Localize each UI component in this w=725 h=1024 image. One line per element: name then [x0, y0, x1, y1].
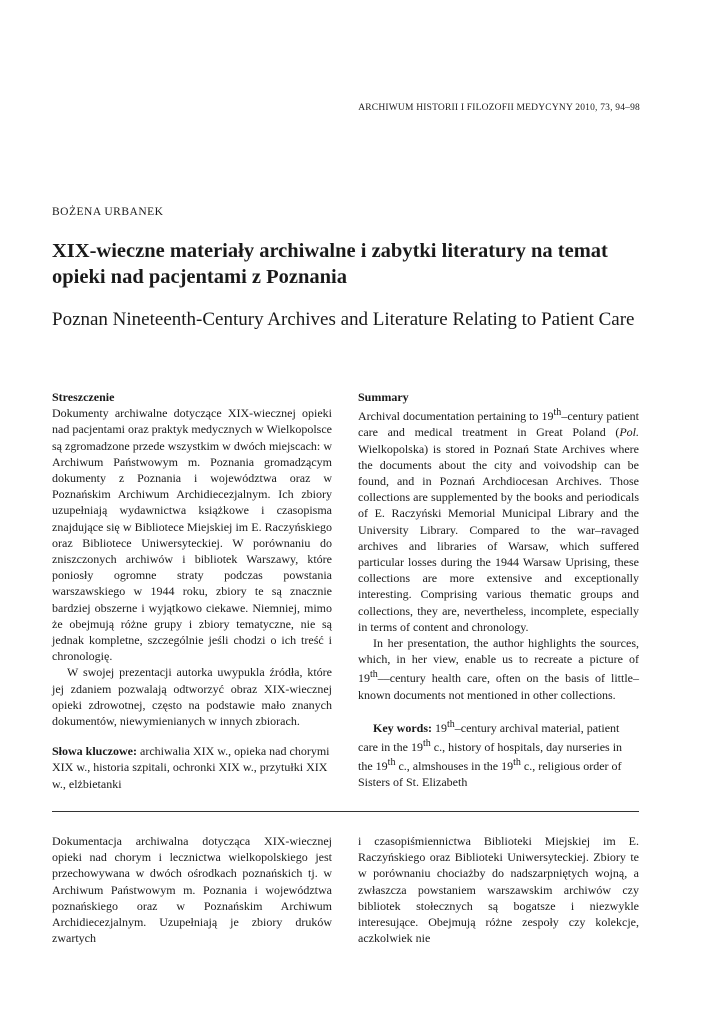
keywords-polish — [52, 743, 332, 792]
article-title-english: Poznan Nineteenth-Century Archives and Literature Relating to Patient Care — [52, 309, 635, 330]
keywords-english-label: Key words: — [373, 720, 432, 735]
abstract-english-paragraph: Archival documentation pertaining to 19th–century patient care and medical treatment in Great Poland (Pol. Wielkopolska) is stored in Poznań State Archives where the documents about the city and voivodship can be found, and in Poznań Archdiocesan Archives. Those collections are supplemented by the books and periodicals of E. Raczyński Memorial Municipal Library and the University Library. Compared to the war–ravaged archives and libraries of Warsaw, which suffered particular losses during the 1944 Warsaw Uprising, these collections are more extensive and exceptionally interesting. Comprising various thematic groups and collections, they are, nevertheless, incomplete, especially in terms of content and chronology. — [358, 407, 640, 634]
body-paragraph: Dokumentacja archiwalna dotycząca XIX-wiecznej opieki nad chorym i lecznictwa wielkopolskiego jest przechowywana w dwóch ośrodkach poznańskich tj. w Archiwum Państwowym m. Poznania i województwa poznańskiego oraz w Poznańskim Archiwum Archidiecezjalnym. Uzupełniają je zbiory druków zwartych — [52, 834, 332, 946]
abstract-polish-paragraph: W swojej prezentacji autorka uwypukla źródła, które jej zdaniem pozwalają odtworzyć obraz XIX-wiecznej opieki zdrowotnej, często na podstawie mało znanych dokumentów, niewymienianych w innych zbiorach. — [52, 665, 332, 729]
keywords-polish-label: Słowa kluczowe: — [52, 744, 137, 759]
abstract-polish — [52, 389, 332, 792]
abstract-english-paragraph: In her presentation, the author highlights the sources, which, in her view, enable us to recreate a picture of 19th––century health care, often on the basis of little–known documents not mentioned in other collections. — [358, 636, 639, 702]
journal-header: ARCHIWUM HISTORII I FILOZOFII MEDYCYNY 2010, 73, 94–98 — [358, 103, 640, 113]
abstract-polish-heading: Streszczenie — [52, 390, 115, 404]
body-text-right-column — [358, 833, 639, 946]
abstract-polish-paragraph: Dokumenty archiwalne dotyczące XIX-wiecznej opieki nad pacjentami oraz praktyk medycznych w Wielkopolsce są zgromadzone przede wszystkim w dwóch miejscach: w Archiwum Państwowym m. Poznania gromadzącym dokumenty z Poznania i województwa oraz w Poznańskim Archiwum Archidiecezjalnym. Ich zbiory uzupełniają wydawnictwa książkowe i czasopisma znajdujące się w Bibliotece Miejskiej im E. Raczyńskiego oraz Bibliotece Uniwersyteckiej. W porównaniu do zniszczonych archiwów i bibliotek Warszawy, które poniosły ogromne straty podczas powstania warszawskiego w 1944 roku, zbiory te są znacznie bardziej obszerne i wyjątkowo ciekawe. Niemniej, mimo że obejmują różne grupy i zbiory tematyczne, nie są jednak kompletne, szczególnie jeśli chodzi o ich treść i chronologię. — [52, 406, 332, 664]
abstract-english-heading: Summary — [358, 390, 409, 404]
keywords-polish-text: archiwalia XIX w., opieka nad chorymi XIX w., historia szpitali, ochronki XIX w., przytułki XIX w., elżbietanki — [52, 744, 330, 791]
body-paragraph: i czasopiśmiennictwa Biblioteki Miejskiej im E. Raczyńskiego oraz Biblioteki Uniwersyteckiej. Zbiory te w porównaniu chociażby do nadszarpniętych wojną, a zwłaszcza powstaniem warszawskim archiwów czy bibliotek stołecznych są bogatsze i niezwykle interesujące. Obejmują różne zespoły czy kolekcje, aczkolwiek nie — [358, 834, 639, 946]
body-text-left-column — [52, 833, 332, 946]
author-name: BOŻENA URBANEK — [52, 206, 164, 218]
abstract-english — [358, 389, 639, 791]
keywords-english: Key words: 19th–century archival material, patient care in the 19th c., history of hospitals, day nurseries in the 19th c., almshouses in the 19th c., religious order of Sisters of St. Elizabeth — [358, 718, 623, 790]
section-divider — [52, 811, 639, 812]
article-title-polish: XIX-wieczne materiały archiwalne i zabytki literatury na temat opieki nad pacjentami z Poznania — [52, 240, 608, 288]
